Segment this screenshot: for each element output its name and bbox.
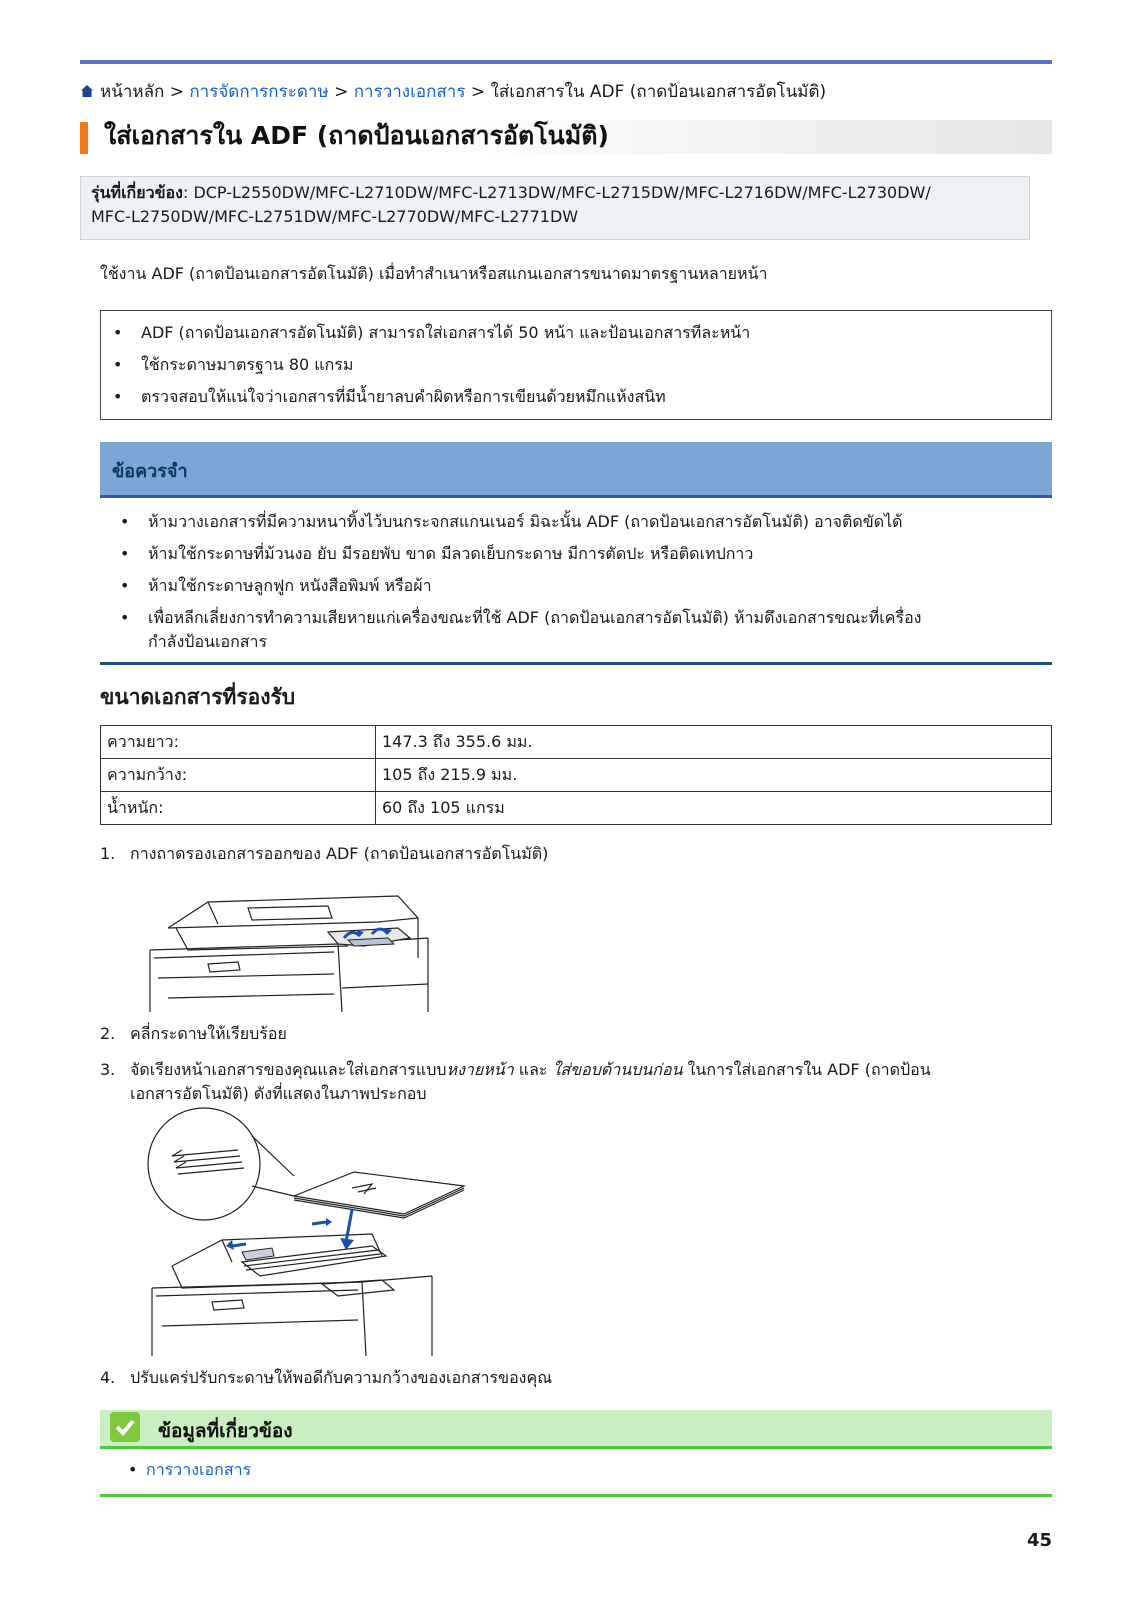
note-box [100, 310, 1052, 420]
section-heading-sizes: ขนาดเอกสารที่รองรับ [100, 685, 296, 709]
emphasis-face-up: หงายหน้า [446, 1060, 514, 1079]
models-label: รุ่นที่เกี่ยวข้อง [91, 183, 183, 202]
step-text-part: และ [513, 1060, 553, 1079]
sizes-table [100, 725, 1052, 825]
models-line-1: DCP-L2550DW/MFC-L2710DW/MFC-L2713DW/MFC-L2715DW/MFC-L2716DW/MFC-L2730DW/ [193, 183, 931, 202]
adf-tray-illustration [148, 888, 430, 1012]
table-cell-key: น้ำหนัก: [101, 792, 376, 825]
step-4 [100, 1366, 552, 1390]
breadcrumb [80, 80, 826, 104]
step-text: ปรับแคร่ปรับกระดาษให้พอดีกับความกว้างของเอกสารของคุณ [130, 1368, 553, 1387]
table-cell-value: 147.3 ถึง 355.6 มม. [376, 726, 1052, 759]
step-3 [100, 1058, 931, 1106]
important-item-line-2: กำลังป้อนเอกสาร [148, 632, 268, 651]
step-text: คลี่กระดาษให้เรียบร้อย [130, 1024, 287, 1043]
step-number: 4. [100, 1368, 116, 1387]
related-link-load-documents[interactable]: การวางเอกสาร [146, 1460, 252, 1479]
table-cell-value: 60 ถึง 105 แกรม [376, 792, 1052, 825]
note-item: • ADF (ถาดป้อนเอกสารอัตโนมัติ) สามารถใส่เอกสารได้ 50 หน้า และป้อนเอกสารทีละหน้า [101, 321, 1051, 345]
important-item [108, 606, 1038, 654]
checkmark-icon [110, 1412, 140, 1442]
note-item: • ใช้กระดาษมาตรฐาน 80 แกรม [101, 353, 1051, 377]
breadcrumb-separator: > [470, 82, 486, 102]
important-item: • ห้ามใช้กระดาษลูกฟูก หนังสือพิมพ์ หรือผ้า [108, 574, 1038, 598]
important-bottom-rule [100, 662, 1052, 665]
emphasis-top-edge-first: ใส่ขอบด้านบนก่อน [552, 1060, 683, 1079]
title-accent-bar [80, 122, 88, 154]
related-models-box: รุ่นที่เกี่ยวข้อง: DCP-L2550DW/MFC-L2710DW/MFC-L2713DW/MFC-L2715DW/MFC-L2716DW/MFC-L2730DW/ MFC-L2750DW/MFC-L2751DW/MFC-L2770DW/MFC-L2771DW [80, 176, 1030, 240]
related-info-header [100, 1410, 1052, 1449]
step-1 [100, 842, 548, 866]
page-title: ใส่เอกสารใน ADF (ถาดป้อนเอกสารอัตโนมัติ) [104, 121, 609, 150]
home-icon[interactable] [80, 84, 94, 98]
breadcrumb-current: ใส่เอกสารใน ADF (ถาดป้อนเอกสารอัตโนมัติ) [490, 82, 827, 102]
table-row [101, 726, 1052, 759]
table-cell-value: 105 ถึง 215.9 มม. [376, 759, 1052, 792]
important-heading: ข้อควรจำ [112, 461, 188, 482]
important-header [100, 442, 1052, 498]
table-row [101, 759, 1052, 792]
important-item: • ห้ามวางเอกสารที่มีความหนาทิ้งไว้บนกระจกสแกนเนอร์ มิฉะนั้น ADF (ถาดป้อนเอกสารอัตโนมัติ) อาจติดขัดได้ [108, 510, 1038, 534]
bullet: • [128, 1460, 138, 1479]
step-text-part: จัดเรียงหน้าเอกสารของคุณและใส่เอกสารแบบ [130, 1060, 447, 1079]
step-number: 1. [100, 844, 116, 863]
load-document-illustration [142, 1106, 474, 1356]
step-text-part: ในการใส่เอกสารใน ADF (ถาดป้อน [682, 1060, 931, 1079]
step-2 [100, 1022, 287, 1046]
important-list [108, 510, 1038, 662]
important-item-line-1: เพื่อหลีกเลี่ยงการทำความเสียหายแก่เครื่องขณะที่ใช้ ADF (ถาดป้อนเอกสารอัตโนมัติ) ห้ามดึงเอกสารขณะที่เครื่อง [148, 608, 922, 627]
breadcrumb-link-paper-handling[interactable]: การจัดการกระดาษ [189, 82, 329, 102]
related-bottom-rule [100, 1494, 1052, 1497]
models-line-2: MFC-L2750DW/MFC-L2751DW/MFC-L2770DW/MFC-L2771DW [91, 207, 579, 226]
breadcrumb-separator: > [169, 82, 184, 102]
breadcrumb-separator: > [334, 82, 349, 102]
step-number: 3. [100, 1060, 116, 1079]
breadcrumb-link-load-documents[interactable]: การวางเอกสาร [353, 82, 466, 102]
table-cell-key: ความกว้าง: [101, 759, 376, 792]
important-item: • ห้ามใช้กระดาษที่ม้วนงอ ยับ มีรอยพับ ขาด มีลวดเย็บกระดาษ มีการตัดปะ หรือติดเทปกาว [108, 542, 1038, 566]
step-number: 2. [100, 1024, 116, 1043]
top-rule [80, 60, 1052, 64]
intro-text: ใช้งาน ADF (ถาดป้อนเอกสารอัตโนมัติ) เมื่อทำสำเนาหรือสแกนเอกสารขนาดมาตรฐานหลายหน้า [100, 264, 768, 283]
step-text [130, 1058, 931, 1106]
table-row [101, 792, 1052, 825]
step-text-part: เอกสารอัตโนมัติ) ดังที่แสดงในภาพประกอบ [130, 1084, 427, 1103]
related-link-item [128, 1458, 251, 1482]
breadcrumb-home[interactable]: หน้าหลัก [100, 82, 165, 102]
related-info-heading: ข้อมูลที่เกี่ยวข้อง [158, 1420, 293, 1442]
step-text: กางถาดรองเอกสารออกของ ADF (ถาดป้อนเอกสารอัตโนมัติ) [130, 844, 549, 863]
note-item: • ตรวจสอบให้แน่ใจว่าเอกสารที่มีน้ำยาลบคำผิดหรือการเขียนด้วยหมึกแห้งสนิท [101, 385, 1051, 409]
page-number: 45 [1026, 1530, 1052, 1551]
table-cell-key: ความยาว: [101, 726, 376, 759]
